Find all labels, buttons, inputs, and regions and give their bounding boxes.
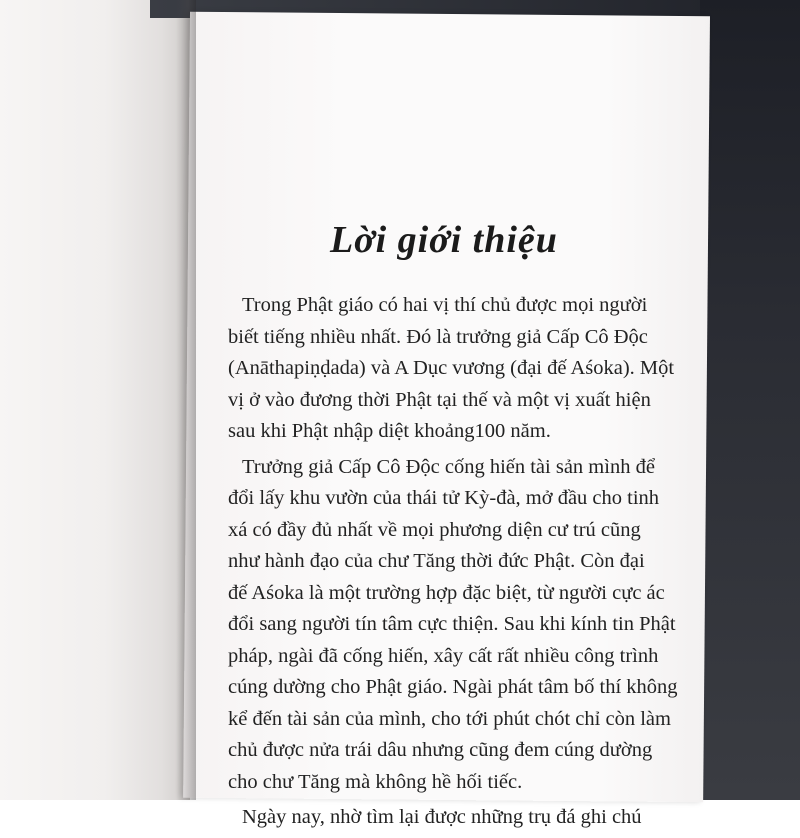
text-line: pháp, ngài đã cống hiến, xây cất rất nhiều công trình [228, 644, 659, 667]
text-line: xá có đầy đủ nhất về mọi phương diện cư trú cũng [228, 518, 641, 541]
text-line: kể đến tài sản của mình, cho tới phút chót chỉ còn làm [228, 707, 671, 730]
text-line: như hành đạo của chư Tăng thời đức Phật. Còn đại [228, 550, 645, 572]
text-line: đổi lấy khu vườn của thái tử Kỳ-đà, mở đầu cho tinh [228, 487, 660, 509]
text-line: cúng dường cho Phật giáo. Ngài phát tâm bố thí không [228, 676, 678, 698]
left-page [0, 0, 190, 800]
background-right [700, 0, 800, 800]
text-line: vị ở vào đương thời Phật tại thế và một vị xuất hiện [228, 388, 651, 411]
text-line: cho chư Tăng mà không hề hối tiếc. [228, 770, 523, 793]
text-line: đế Aśoka là một trường hợp đặc biệt, từ người cực ác [228, 581, 665, 604]
text-line: biết tiếng nhiều nhất. Đó là trưởng giả Cấp Cô Độc [228, 325, 648, 348]
text-line: Ngày nay, nhờ tìm lại được những trụ đá ghi chú [242, 806, 642, 828]
text-line: sau khi Phật nhập diệt khoảng100 năm. [228, 420, 551, 442]
paragraph-2 [228, 452, 688, 799]
text-line: Trong Phật giáo có hai vị thí chủ được mọi người [242, 294, 648, 316]
chapter-heading: Lời giới thiệu [330, 219, 558, 261]
book-gutter [176, 0, 196, 800]
text-line: chủ được nửa trái dâu nhưng cũng đem cúng dường [228, 739, 653, 761]
body-text [228, 290, 688, 838]
paragraph-1 [228, 290, 688, 448]
text-line: đổi sang người tín tâm cực thiện. Sau khi kính tin Phật [228, 613, 676, 635]
text-line: (Anāthapiṇḍada) và A Dục vương (đại đế Aśoka). Một [228, 357, 675, 379]
paragraph-3 [228, 802, 688, 834]
text-line: Trưởng giả Cấp Cô Độc cống hiến tài sản mình để [242, 455, 655, 478]
